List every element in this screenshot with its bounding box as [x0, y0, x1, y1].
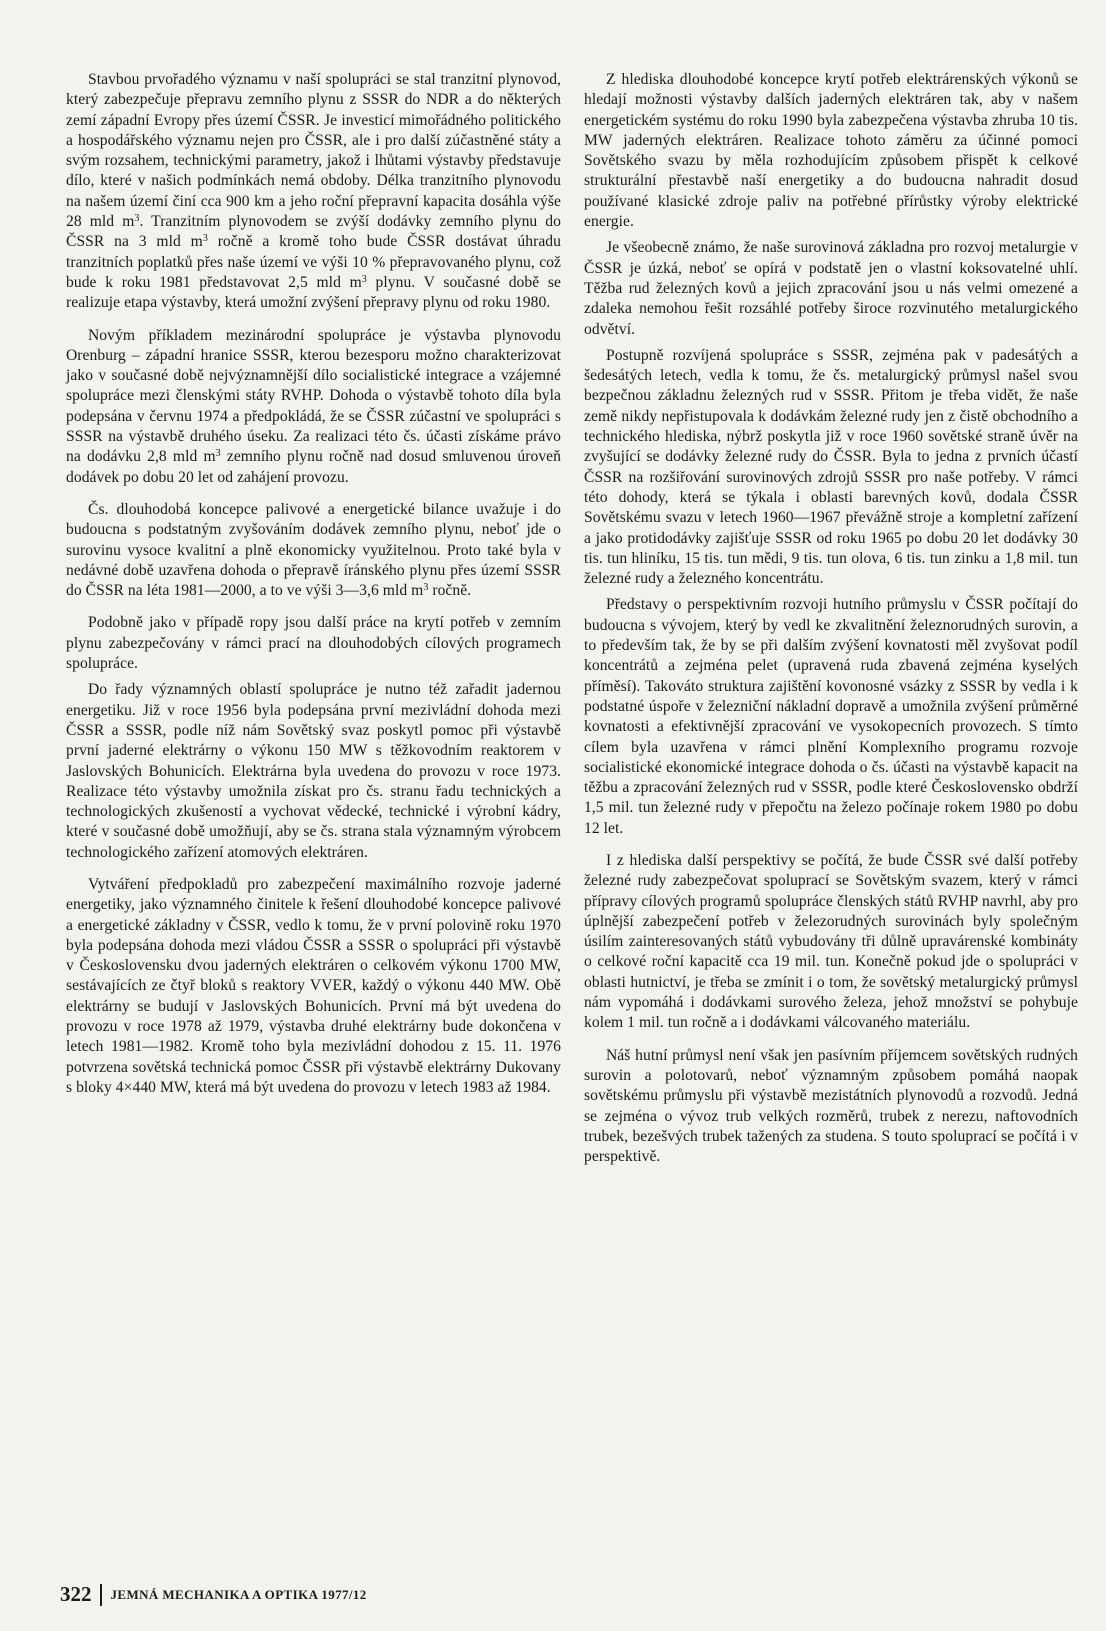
right-column: [584, 70, 1078, 1173]
paragraph: Z hlediska dlouhodobé koncepce krytí potřeb elektrárenských výkonů se hledají možnosti výstavby dalších jaderných elektráren tak, aby v našem energetickém systému do roku 1990 byla zabezpečena výstavba zhruba 10 tis. MW jaderných elektráren. Realizace tohoto záměru za účinné pomoci Sovětského svazu by měla rozhodujícím způsobem přispět k celkové strukturální přestavbě naší energetiky a do budoucna nahradit dosud používané klasické zdroje paliv na potřebné přírůstky výroby elektrické energie.: [584, 71, 1078, 231]
paragraph: I z hlediska další perspektivy se počítá, že bude ČSSR své další potřeby železné rudy zabezpečovat spoluprací se Sovětským svazem, který v rámci přípravy cílových programů spolupráce členských států RVHP navrhl, aby pro úplnější zabezpečení potřeb v železorudných surovinách byly společným úsilím zainteresovaných států vybudovány tři důlně upravárenské kombináty o celkové roční kapacitě cca 19 mil. tun. Konečně pokud jde o spolupráci v oblasti hutnictví, je třeba se zmínit i o tom, že sovětský metalurgický průmysl nám vypomáhá i dodávkami surového železa, jehož množství se pohybuje kolem 1 mil. tun ročně a i dodávkami válcovaného materiálu.: [584, 851, 1078, 1032]
superscript-three: 3: [215, 448, 221, 460]
superscript-three: 3: [202, 233, 208, 245]
left-column: [66, 70, 561, 1104]
paragraph: Podobně jako v případě ropy jsou další práce na krytí potřeb v zemním plynu zabezpečovány v rámci prací na dlouhodobých cílových programech spolupráce.: [66, 614, 561, 673]
footer-divider: [100, 1584, 102, 1606]
page-footer: [60, 1582, 367, 1607]
page-number: 322: [60, 1582, 92, 1606]
paragraph: Do řady významných oblastí spolupráce je nutno též zařadit jadernou energetiku. Již v roce 1956 byla podepsána první mezivládní dohoda mezi ČSSR a SSSR, podle níž nám Sovětský svaz poskytl pomoc při výstavbě první jaderné elektrárny o výkonu 150 MW s těžkovodním reaktorem v Jaslovských Bohunicích. Elektrárna byla uvedena do provozu v roce 1973. Realizace této výstavby umožnila získat pro čs. stranu řadu technických a technologických zkušeností a vychovat vědecké, technické i výrobní kádry, které v současné době umožňují, aby se čs. strana stala významným výrobcem technologického zařízení atomových elektráren.: [66, 681, 561, 861]
paragraph: Náš hutní průmysl není však jen pasívním příjemcem sovětských rudných surovin a polotovarů, neboť významným způsobem pomáhá naopak sovětskému průmyslu při výstavbě mezistátních plynovodů a rozvodů. Jedná se zejména o vývoz trub velkých rozměrů, trubek z nerezu, naftovodních trubek, bezešvých trubek tažených za studena. S touto spoluprací se počítá i v perspektivě.: [584, 1046, 1078, 1166]
superscript-three: 3: [361, 273, 367, 285]
journal-name: JEMNÁ MECHANIKA A OPTIKA 1977/12: [110, 1586, 367, 1602]
superscript-three: 3: [423, 582, 429, 594]
paragraph: Novým příkladem mezinárodní spolupráce je výstavba plynovodu Orenburg – západní hranice SSSR, kterou bezesporu možno charakterizovat jako v současné době nejvýznamnější dílo socialistické integrace a vzájemné spolupráce mezi členskými státy RVHP. Dohoda o výstavbě tohoto díla byla podepsána v červnu 1974 a předpokládá, že se ČSSR zúčastní ve spolupráci s SSSR na výstavbě druhého úseku. Za realizaci této čs. účasti získáme právo na dodávku 2,8 mld $m^3$ zemního plynu ročně nad dosud smluvenou úroveň dodávek po dobu 20 let od zahájení provozu.: [66, 326, 562, 486]
superscript-three: 3: [134, 213, 140, 225]
paragraph: Vytváření předpokladů pro zabezpečení maximálního rozvoje jaderné energetiky, jako významného činitele k řešení dlouhodobé koncepce palivové a energetické základny v ČSSR, vedlo k tomu, že v první polovině roku 1970 byla podepsána dohoda mezi vládou ČSSR a SSSR o spolupráci při výstavbě v Československu dvou jaderných elektráren o celkovém výkonu 1700 MW, sestávajících ze čtyř bloků s reaktory VVER, každý o výkonu 440 MW. Obě elektrárny se budují v Jaslovských Bohunicích. První má být uvedena do provozu v roce 1978 až 1979, výstavba druhé elektrárny bude dokončena v letech 1981—1982. Kromě toho byla mezivládní dohodou z 15. 11. 1976 potvrzena sovětská technická pomoc ČSSR při výstavbě elektrárny Dukovany s bloky 4×440 MW, která má být uvedena do provozu v letech 1983 až 1984.: [66, 875, 561, 1096]
paragraph: Stavbou prvořadého významu v naší spolupráci se stal tranzitní plynovod, který zabezpečuje přepravu zemního plynu z SSSR do NDR a do některých zemí západní Evropy přes území ČSSR. Je investicí mimořádného politického a hospodářského významu nejen pro ČSSR, ale i pro další zúčastněné státy a svým rozsahem, technickými parametry, jakož i lhůtami výstavby představuje dílo, které v našich podmínkách nemá obdoby. Délka tranzitního plynovodu na našem území činí cca 900 km a jeho roční přepravní kapacita dosáhla výše 28 mld $m^3$. Tranzitním plynovodem se zvýší dodávky zemního plynu do ČSSR na 3 mld $m^3$ ročně a kromě toho bude ČSSR dostávat úhradu tranzitních poplatků přes naše území ve výši 10 % přepravovaného plynu, což bude k roku 1981 představovat 2,5 mld $m^3$ plynu. V současné době se realizuje etapa výstavby, která umožní zvýšení přepravy plynu od roku 1980.: [66, 71, 562, 312]
paragraph: Čs. dlouhodobá koncepce palivové a energetické bilance uvažuje i do budoucna s podstatným zvyšováním dodávek zemního plynu, neboť jde o surovinu vysoce kvalitní a plně ekonomicky využitelnou. Proto také byla v nedávné době uzavřena dohoda o přepravě íránského plynu přes území SSSR do ČSSR na léta 1981—2000, a to ve výši 3—3,6 mld $m^3$ ročně.: [66, 500, 561, 600]
paragraph: Představy o perspektivním rozvoji hutního průmyslu v ČSSR počítají do budoucna s vývojem, který by vedl ke zkvalitnění železnorudných surovin, a to především tak, že by se při dalším zvýšení kovnatosti měl zvyšovat podíl koncentrátů a zejména pelet (upravená ruda zbavená zejména kyselých příměsí). Takováto struktura zajištění kovonosné vsázky z SSSR by vedla i k podstatné úspoře v železniční nákladní dopravě a umožnila zvýšení průměrné kovnatosti a efektivnější zpracování ve vysokopecních provozech. S tímto cílem byla uzavřena v rámci plnění Komplexního programu rozvoje socialistické ekonomické integrace dohoda o čs. účasti na výstavbě kapacit na těžbu a zpracování železných rud v SSSR, podle které Československo obdrží 1,5 mil. tun železné rudy v přepočtu na železo počínaje rokem 1980 po dobu 12 let.: [584, 596, 1078, 837]
paragraph: Postupně rozvíjená spolupráce s SSSR, zejména pak v padesátých a šedesátých letech, vedla k tomu, že čs. metalurgický průmysl našel svou bezpečnou základnu železných rud v SSSR. Přitom je třeba vidět, že naše země nikdy nepřistupovala k dodávkám železné rudy jen z čistě obchodního a technického hlediska, nýbrž poskytla již v roce 1960 sovětské straně úvěr na zvyšující se dodávky železné rudy do ČSSR. Byla to jedna z prvních účastí ČSSR na rozšiřování surovinových zdrojů SSSR pro naše potřeby. V rámci této dohody, která se týkala i oblasti barevných kovů, dodala ČSSR Sovětskému svazu v letech 1960—1967 převážně stroje a kompletní zařízení a jako protidodávky zajišťuje SSSR od roku 1965 po dobu 20 let dodávky 30 tis. tun hliníku, 15 tis. tun mědi, 9 tis. tun olova, 6 tis. tun zinku a 1,8 mil. tun železné rudy a železného koncentrátu.: [584, 346, 1078, 588]
paragraph: Je všeobecně známo, že naše surovinová základna pro rozvoj metalurgie v ČSSR je úzká, neboť se opírá v podstatě jen o vlastní koksovatelné uhlí. Těžba rud železných kovů a jejich zpracování jsou u nás velmi omezené a zdaleka nemohou řešit rozsáhlé potřeby široce rozvinutého metalurgického odvětví.: [584, 239, 1078, 338]
